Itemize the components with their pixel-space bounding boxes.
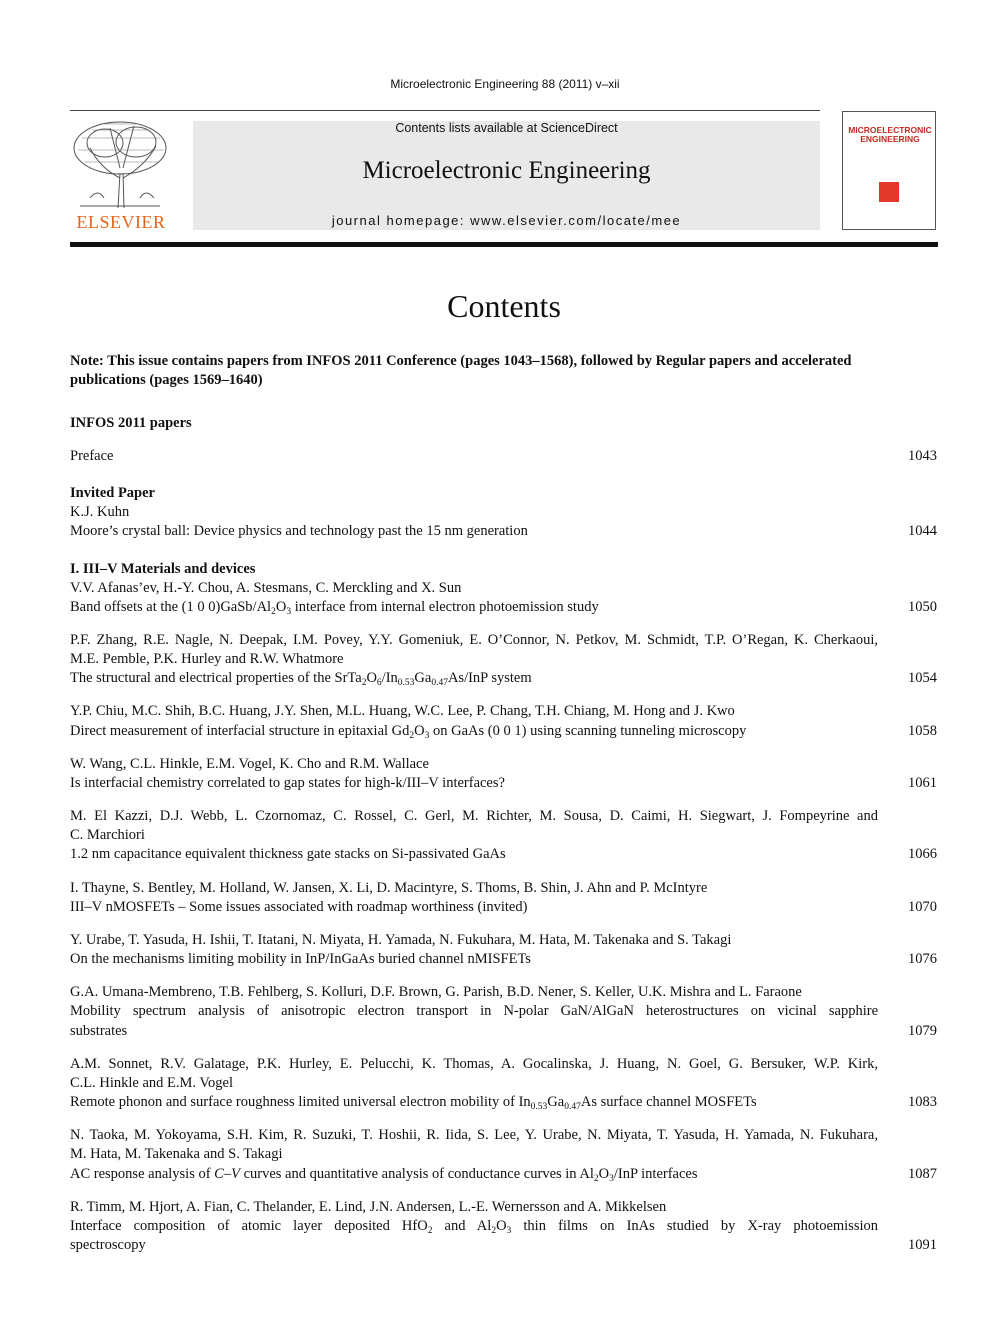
entry-page: 1083 — [908, 1094, 937, 1110]
entry-page: 1066 — [908, 846, 937, 862]
journal-cover — [842, 111, 936, 230]
entry-page: 1070 — [908, 899, 937, 915]
section-heading-iiiv: I. III–V Materials and devices — [70, 561, 256, 577]
entry-authors: Y.P. Chiu, M.C. Shih, B.C. Huang, J.Y. Shen, M.L. Huang, W.C. Lee, P. Chang, T.H. Chiang, M. Hong and J. Kwo — [70, 703, 735, 719]
running-header: Microelectronic Engineering 88 (2011) v–xii — [390, 77, 620, 91]
entry-authors: W. Wang, C.L. Hinkle, E.M. Vogel, K. Cho and R.M. Wallace — [70, 756, 429, 772]
elsevier-logo — [70, 118, 172, 232]
entry-title[interactable]: Is interfacial chemistry correlated to gap states for high-k/III–V interfaces? — [70, 775, 505, 791]
preface-page: 1043 — [908, 448, 937, 464]
journal-title: Microelectronic Engineering — [362, 157, 651, 184]
entry-title[interactable]: Remote phonon and surface roughness limited universal electron mobility of $In_{0.53}Ga_{0.47}As$ surface channel MOSFETs — [70, 1094, 757, 1112]
entry-title[interactable]: 1.2 nm capacitance equivalent thickness gate stacks on Si-passivated GaAs — [70, 846, 506, 862]
section-heading-infos: INFOS 2011 papers — [70, 415, 192, 431]
entry-page: 1087 — [908, 1166, 937, 1182]
entry-title[interactable]: Interface composition of atomic layer deposited HfO$_2$ and $Al_2O_3$ thin films on InAs studied by X-ray photoemission — [70, 1218, 878, 1236]
header-rule — [70, 110, 820, 111]
entry-authors: P.F. Zhang, R.E. Nagle, N. Deepak, I.M. Povey, Y.Y. Gomeniuk, E. O’Connor, N. Petkov, M. Schmidt, T.P. O’Regan, K. Cherkaoui, — [70, 632, 878, 648]
entry-page: 1091 — [908, 1237, 937, 1253]
entry-authors: A.M. Sonnet, R.V. Galatage, P.K. Hurley, E. Pelucchi, K. Thomas, A. Gocalinska, J. Huang, N. Goel, G. Bersuker, W.P. Kirk, — [70, 1056, 878, 1072]
invited-authors: K.J. Kuhn — [70, 504, 130, 520]
entry-page: 1076 — [908, 951, 937, 967]
divider-rule — [70, 242, 938, 247]
invited-page: 1044 — [908, 523, 937, 539]
entry-authors: M. El Kazzi, D.J. Webb, L. Czornomaz, C. Rossel, C. Gerl, M. Richter, M. Sousa, D. Caimi, H. Siegwart, J. Fompeyrine and — [70, 808, 878, 824]
publisher-name: ELSEVIER — [76, 212, 166, 232]
issue-note: Note: This issue contains papers from INFOS 2011 Conference (pages 1043–1568), followed by Regular papers and accelerated publications (pages 1569–1640) — [70, 353, 852, 388]
entry-title[interactable]: AC response analysis of C–V curves and quantitative analysis of conductance curves in $Al_2O_3$/InP interfaces — [70, 1166, 698, 1184]
entry-authors: G.A. Umana-Membreno, T.B. Fehlberg, S. Kolluri, D.F. Brown, G. Parish, B.D. Nener, S. Keller, U.K. Mishra and L. Faraone — [70, 984, 802, 1000]
entry-title[interactable]: On the mechanisms limiting mobility in InP/InGaAs buried channel nMISFETs — [70, 951, 531, 967]
entry-page: 1054 — [908, 670, 937, 686]
entry-authors-cont: C. Marchiori — [70, 827, 145, 843]
entry-authors: R. Timm, M. Hjort, A. Fian, C. Thelander, E. Lind, J.N. Andersen, L.-E. Wernersson and A. Mikkelsen — [70, 1199, 667, 1215]
invited-title[interactable]: Moore’s crystal ball: Device physics and technology past the 15 nm generation — [70, 523, 528, 539]
entry-authors: V.V. Afanas’ev, H.-Y. Chou, A. Stesmans, C. Merckling and X. Sun — [70, 580, 462, 596]
entry-page: 1061 — [908, 775, 937, 791]
entry-title[interactable]: Direct measurement of interfacial structure in epitaxial $Gd_2O_3$ on GaAs (0 0 1) using scanning tunneling microscopy — [70, 723, 747, 741]
entry-authors-cont: M.E. Pemble, P.K. Hurley and R.W. Whatmore — [70, 651, 344, 667]
entry-page: 1050 — [908, 599, 937, 615]
entry-page: 1079 — [908, 1023, 937, 1039]
entry-title-cont[interactable]: substrates — [70, 1023, 128, 1039]
journal-banner — [193, 121, 820, 230]
entry-authors: N. Taoka, M. Yokoyama, S.H. Kim, R. Suzuki, T. Hoshii, R. Iida, S. Lee, Y. Urabe, N. Miyata, T. Yasuda, H. Yamada, N. Fukuhara, — [70, 1127, 878, 1143]
entry-title[interactable]: Mobility spectrum analysis of anisotropic electron transport in N-polar GaN/AlGaN heterostructures on vicinal sapphire — [70, 1003, 878, 1019]
cover-graphic — [879, 182, 899, 202]
entry-title[interactable]: III–V nMOSFETs – Some issues associated with roadmap worthiness (invited) — [70, 899, 528, 915]
entry-authors: Y. Urabe, T. Yasuda, H. Ishii, T. Itatani, N. Miyata, H. Yamada, N. Fukuhara, M. Hata, M. Takenaka and S. Takagi — [70, 932, 732, 948]
tree-icon — [70, 118, 172, 210]
entry-title-cont[interactable]: spectroscopy — [70, 1237, 146, 1253]
homepage-label: journal homepage: — [331, 213, 466, 228]
entry-authors-cont: C.L. Hinkle and E.M. Vogel — [70, 1075, 233, 1091]
homepage-link[interactable]: www.elsevier.com/locate/mee — [470, 213, 682, 228]
entry-authors-cont: M. Hata, M. Takenaka and S. Takagi — [70, 1146, 283, 1162]
entry-title[interactable]: Band offsets at the (1 0 $0)GaSb/Al_2O_3$ interface from internal electron photoemission study — [70, 599, 599, 617]
entry-title[interactable]: The structural and electrical properties of the $SrTa_2O_6/In_{0.53}Ga_{0.47}As$/InP system — [70, 670, 532, 688]
journal-homepage — [193, 213, 820, 228]
contents-available[interactable]: Contents lists available at ScienceDirect — [395, 121, 618, 135]
entry-authors: I. Thayne, S. Bentley, M. Holland, W. Jansen, X. Li, D. Macintyre, S. Thoms, B. Shin, J. Ahn and P. McIntyre — [70, 880, 708, 896]
cover-title: MICROELECTRONIC ENGINEERING — [848, 125, 932, 144]
page-title: Contents — [447, 288, 561, 324]
invited-label: Invited Paper — [70, 485, 155, 501]
preface-title[interactable]: Preface — [70, 448, 114, 464]
entry-page: 1058 — [908, 723, 937, 739]
